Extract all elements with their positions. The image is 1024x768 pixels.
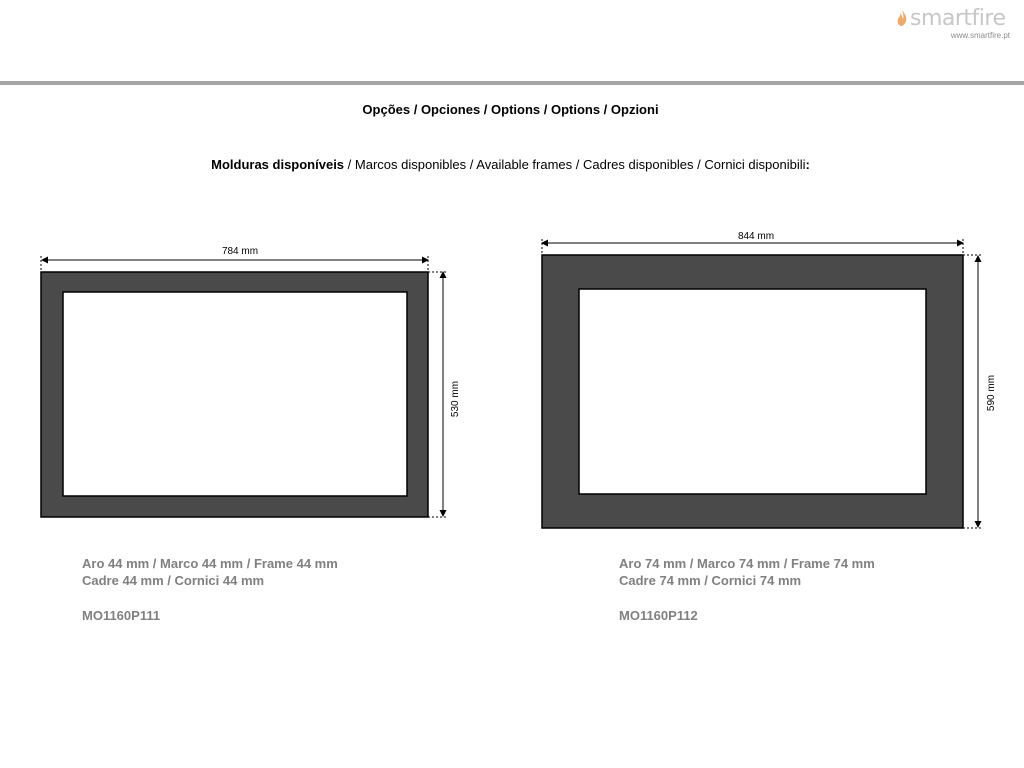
frames-heading-colon: : xyxy=(805,157,810,172)
logo-url: www.smartfire.pt xyxy=(950,31,1010,40)
frame-74-caption xyxy=(619,555,875,624)
frame-74-caption-line1: Aro 74 mm / Marco 74 mm / Frame 74 mm xyxy=(619,556,875,571)
options-title: Opções / Opciones / Options / Options / Opzioni xyxy=(362,102,659,117)
logo-wordmark: smartfire xyxy=(910,6,1006,31)
frame-44-border xyxy=(41,272,428,517)
frame-diagram-74 xyxy=(542,231,997,528)
frame-44-product-code: MO1160P111 xyxy=(82,608,161,623)
frame-74-caption-line2: Cadre 74 mm / Cornici 74 mm xyxy=(619,573,802,588)
frame-74-border xyxy=(542,255,963,528)
frame-44-caption-line1: Aro 44 mm / Marco 44 mm / Frame 44 mm xyxy=(82,556,338,571)
frames-heading-rest: / Marcos disponibles / Available frames / Cadres disponibles / Cornici disponibili xyxy=(344,157,806,172)
frame-44-caption xyxy=(82,555,338,624)
frame-diagram-44 xyxy=(41,246,461,517)
frames-heading-bold: Molduras disponíveis xyxy=(211,157,345,172)
frame-74-product-code: MO1160P112 xyxy=(619,608,698,623)
frame-74-height-label: 590 mm xyxy=(986,374,997,412)
frame-44-caption-line2: Cadre 44 mm / Cornici 44 mm xyxy=(82,573,265,588)
frame-44-height-label: 530 mm xyxy=(450,380,461,418)
frame-44-width-label: 784 mm xyxy=(221,246,259,257)
frame-74-width-label: 844 mm xyxy=(737,231,775,242)
